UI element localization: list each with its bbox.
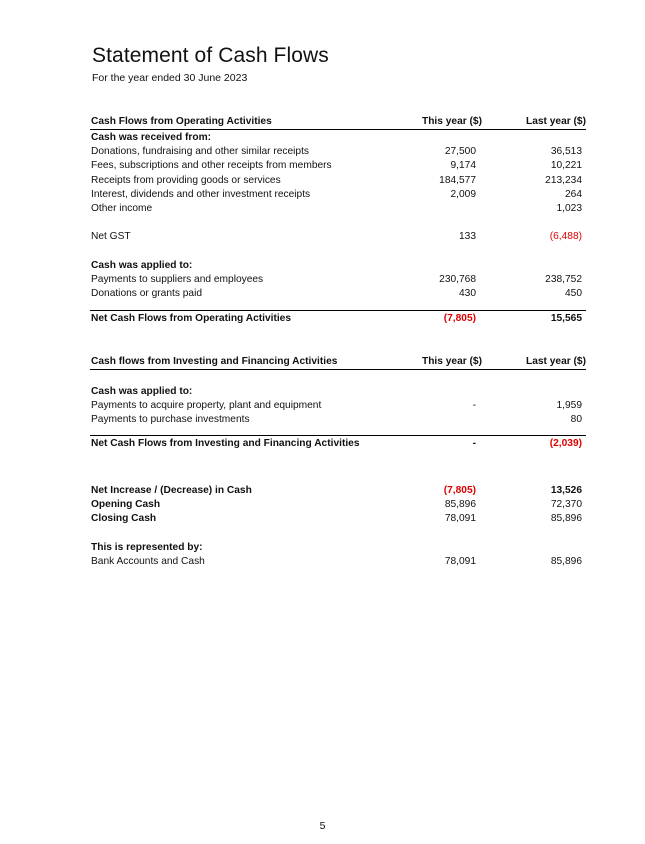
- last-year-value: 72,370: [550, 498, 582, 510]
- row-spacer: [90, 370, 586, 384]
- summary-row: [90, 512, 586, 526]
- row-label: Opening Cash: [91, 498, 161, 510]
- this-year-value: 85,896: [444, 498, 476, 510]
- row-label: Payments to suppliers and employees: [91, 274, 264, 286]
- row-spacer: [90, 244, 586, 258]
- this-year-column-header: This year ($): [421, 356, 482, 367]
- this-year-value: 133: [459, 231, 476, 243]
- applied-heading: Cash was applied to:: [91, 259, 193, 271]
- table-row: [90, 173, 586, 187]
- operating-activities-table: [90, 114, 586, 326]
- row-label: Donations, fundraising and other similar receipts: [91, 145, 310, 157]
- row-spacer: [90, 526, 586, 540]
- last-year-value: 10,221: [550, 160, 582, 172]
- row-spacer: [90, 427, 586, 435]
- row-label: Payments to acquire property, plant and equipment: [91, 399, 322, 411]
- operating-header-label: Cash Flows from Operating Activities: [91, 116, 272, 127]
- this-year-value: 27,500: [444, 145, 476, 157]
- last-year-value: 80: [570, 414, 582, 426]
- last-year-value: 1,023: [556, 203, 582, 215]
- summary-row: [90, 483, 586, 497]
- row-label: Net GST: [91, 231, 131, 243]
- this-year-total: (7,805): [443, 312, 476, 324]
- section-heading: [90, 540, 586, 554]
- last-year-value: 1,959: [556, 399, 582, 411]
- last-year-column-header: Last year ($): [525, 116, 586, 127]
- row-label: Interest, dividends and other investment receipts: [91, 188, 311, 200]
- operating-header-row: [90, 114, 586, 130]
- row-label: Other income: [91, 203, 153, 215]
- investing-header-label: Cash flows from Investing and Financing Activities: [91, 356, 338, 367]
- last-year-value: 85,896: [550, 555, 582, 567]
- last-year-total: (2,039): [549, 437, 582, 449]
- this-year-value: -: [472, 399, 476, 411]
- table-row: [90, 230, 586, 244]
- investing-activities-table: [90, 354, 586, 451]
- last-year-value: 264: [565, 188, 582, 200]
- this-year-value: 78,091: [444, 555, 476, 567]
- page-number: 5: [319, 820, 326, 832]
- this-year-value: 78,091: [444, 513, 476, 525]
- last-year-value: 36,513: [550, 145, 582, 157]
- last-year-value: 85,896: [550, 513, 582, 525]
- table-row: [90, 272, 586, 286]
- table-row: [90, 159, 586, 173]
- row-spacer: [90, 301, 586, 310]
- last-year-value: 238,752: [545, 274, 582, 286]
- table-row: [90, 398, 586, 412]
- row-label: Closing Cash: [91, 513, 157, 525]
- received-heading: Cash was received from:: [91, 131, 212, 143]
- row-label: Fees, subscriptions and other receipts from members: [91, 160, 332, 172]
- table-row: [90, 187, 586, 201]
- this-year-column-header: This year ($): [421, 116, 482, 127]
- this-year-value: 430: [459, 288, 476, 300]
- section-heading: [90, 130, 586, 144]
- this-year-value: (7,805): [443, 484, 476, 496]
- last-year-value: (6,488): [549, 231, 582, 243]
- total-row: [90, 310, 586, 326]
- applied-heading: Cash was applied to:: [91, 385, 193, 397]
- this-year-value: 184,577: [439, 174, 476, 186]
- last-year-value: 13,526: [550, 484, 582, 496]
- this-year-total: -: [472, 437, 476, 449]
- row-label: Receipts from providing goods or services: [91, 174, 281, 186]
- row-spacer: [90, 216, 586, 230]
- page-title: Statement of Cash Flows: [92, 44, 329, 67]
- investing-header-row: [90, 354, 586, 370]
- row-label: Payments to purchase investments: [91, 414, 250, 426]
- last-year-total: 15,565: [550, 312, 582, 324]
- this-year-value: 230,768: [439, 274, 476, 286]
- row-label: Bank Accounts and Cash: [91, 555, 205, 567]
- total-row: [90, 435, 586, 451]
- represented-heading: This is represented by:: [91, 541, 203, 553]
- section-heading: [90, 384, 586, 398]
- total-label: Net Cash Flows from Operating Activities: [91, 312, 292, 324]
- this-year-value: 9,174: [450, 160, 476, 172]
- row-label: Donations or grants paid: [91, 288, 202, 300]
- last-year-column-header: Last year ($): [525, 356, 586, 367]
- cash-summary-table: [90, 483, 586, 568]
- table-row: [90, 201, 586, 215]
- last-year-value: 213,234: [545, 174, 582, 186]
- summary-row: [90, 554, 586, 568]
- page-subtitle: For the year ended 30 June 2023: [92, 72, 248, 84]
- this-year-value: 2,009: [450, 188, 476, 200]
- section-heading: [90, 258, 586, 272]
- last-year-value: 450: [565, 288, 582, 300]
- table-row: [90, 413, 586, 427]
- table-row: [90, 144, 586, 158]
- row-label: Net Increase / (Decrease) in Cash: [91, 484, 252, 496]
- total-label: Net Cash Flows from Investing and Financing Activities: [91, 437, 360, 449]
- summary-row: [90, 497, 586, 511]
- table-row: [90, 287, 586, 301]
